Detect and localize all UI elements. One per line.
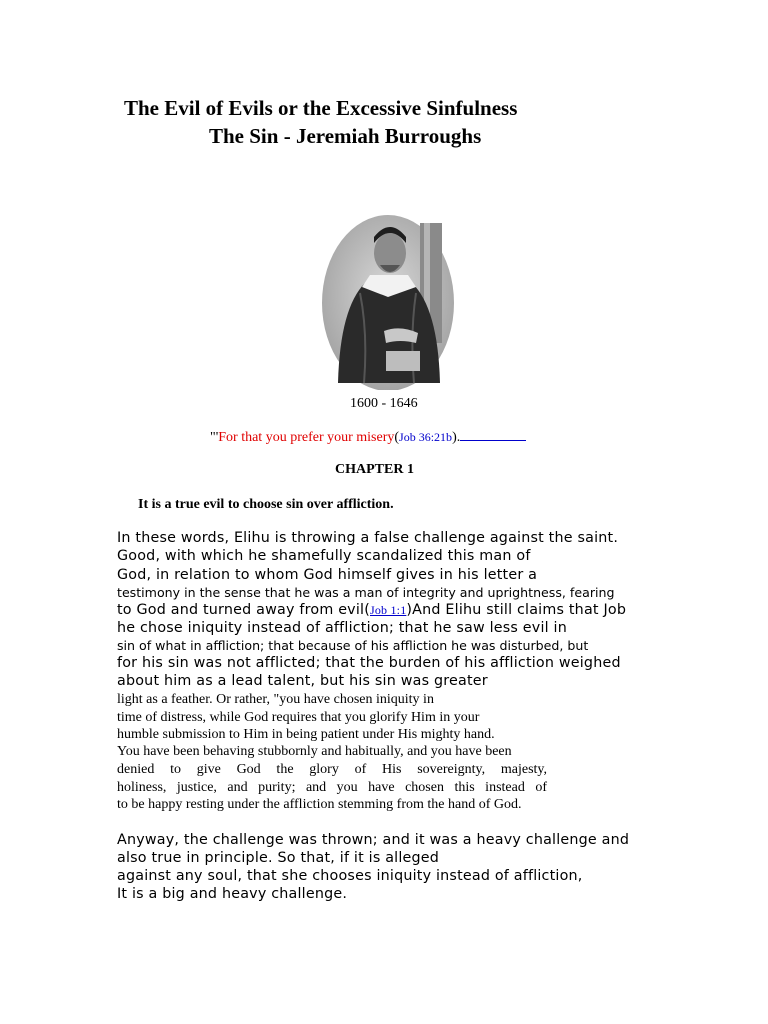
title-line-1: The Evil of Evils or the Excessive Sinfulness [124, 96, 518, 120]
para1-line [117, 602, 626, 618]
para1-line: God, in relation to whom God himself gives in his letter a [117, 567, 538, 583]
epigraph [210, 428, 526, 446]
para1-line: Good, with which he shamefully scandalized this man of [117, 548, 531, 564]
para2-line: also true in principle. So that, if it is alleged [117, 850, 440, 866]
para2-line: against any soul, that she chooses iniquity instead of affliction, [117, 868, 583, 884]
para1-line: sin of what in affliction; that because of his affliction he was disturbed, but [117, 638, 589, 653]
para1-line: time of distress, while God requires that you glorify Him in your [117, 710, 480, 725]
para1-line: testimony in the sense that he was a man of integrity and uprightness, fearing [117, 585, 615, 600]
para1-line-text: to God and turned away from evil( [117, 602, 370, 618]
title-line-2: The Sin - Jeremiah Burroughs [209, 124, 482, 148]
portrait-caption: 1600 - 1646 [350, 396, 418, 411]
para1-line: light as a feather. Or rather, "you have chosen iniquity in [117, 692, 434, 707]
para2-line: It is a big and heavy challenge. [117, 886, 348, 902]
para1-line: to be happy resting under the affliction stemming from the hand of God. [117, 797, 522, 812]
para1-line: In these words, Elihu is throwing a false challenge against the saint. [117, 530, 619, 546]
epigraph-paren-close: ). [452, 430, 461, 445]
para1-line: holiness, justice, and purity; and you have chosen this instead of [117, 780, 547, 795]
link-underline [460, 428, 526, 441]
portrait-image [320, 213, 456, 390]
epigraph-text: For that you prefer your misery [218, 430, 395, 445]
epigraph-open-quote: "' [210, 430, 219, 445]
scripture-link-job-36-21b[interactable]: Job 36:21b [399, 430, 453, 444]
para1-line: he chose iniquity instead of affliction; that he saw less evil in [117, 620, 567, 636]
epigraph-paren-open: ( [394, 430, 400, 445]
para2-line: Anyway, the challenge was thrown; and it was a heavy challenge and [117, 832, 630, 848]
para1-line: humble submission to Him in being patient under His mighty hand. [117, 727, 495, 742]
scripture-link-job-1-1[interactable]: Job 1:1 [369, 603, 407, 617]
para1-line: about him as a lead talent, but his sin was greater [117, 673, 488, 689]
para1-line-tail: )And Elihu still claims that Job [406, 602, 627, 618]
chapter-heading: CHAPTER 1 [335, 462, 414, 477]
para1-line: denied to give God the glory of His sovereignty, majesty, [117, 762, 547, 777]
para1-line: for his sin was not afflicted; that the burden of his affliction weighed [117, 655, 621, 671]
chapter-lead: It is a true evil to choose sin over affliction. [138, 497, 394, 512]
para1-line: You have been behaving stubbornly and habitually, and you have been [117, 744, 512, 759]
